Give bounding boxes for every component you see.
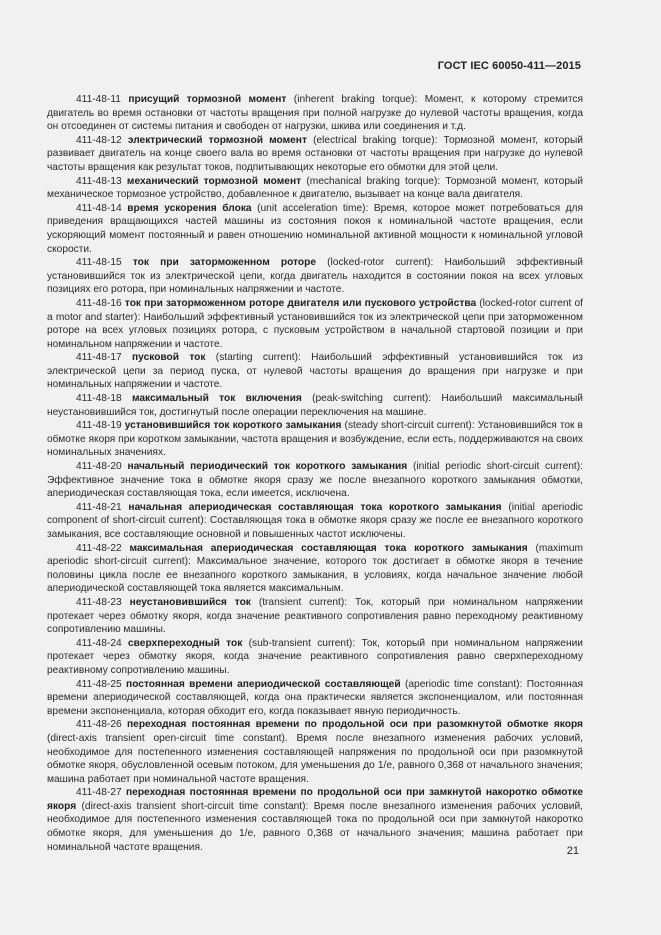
entry-definition: : Составляющая тока в обмотке якоря сразу же после ее внезапного короткого замыкания, все составляющие основной и повышенных частот исключены. (47, 515, 583, 540)
entry-term: максимальная апериодическая составляющая тока короткого замыкания (129, 542, 528, 554)
entry-definition: : Время после внезапного изменения рабочих условий, необходимое для постепенного изменения составляющей тока по продольной оси при замкнутой накоротко обмотке якоря, для уменьшения до 1/е, равного 0,368 от начального значения; машина работает при номинальной частоте вращения. (47, 800, 583, 853)
entry-number: 411-48-11 (76, 94, 121, 105)
entry-english: (initial periodic short-circuit current) (412, 461, 581, 473)
definition-entry (47, 175, 583, 202)
definition-entry (47, 256, 583, 297)
definition-entry (47, 718, 583, 786)
entry-definition: : Эффективное значение тока в обмотке якоря сразу же после внезапного короткого замыкания обмотки, апериодическая составляющая тока, если имеется, исключена. (47, 461, 583, 500)
entry-english: (sub-transient current) (248, 637, 353, 649)
entry-definition: : Тормозной момент, который развивает двигатель на конце своего вала во время остановки от частоты вращения при нагрузке до нулевой частоты вращения как результат токов, подпитывающих некоторые его обмотки для этой цели. (47, 134, 583, 173)
entry-definition: : Установившийся ток в обмотке якоря при коротком замыкании, частота вращения и возбуждение, если есть, поддерживаются на своих номинальных значениях. (47, 420, 583, 459)
entry-definition: : Момент, к которому стремится двигатель во время остановки от частоты вращения при полной нагрузке до нулевой частоты вращения, когда он отсоединен от системы питания и свободен от нагрузки, шкива или соединения и т.д. (47, 94, 583, 133)
entry-english: (starting current) (215, 352, 298, 364)
entry-term: неустановившийся ток (129, 596, 251, 608)
entry-definition: : Ток, который при номинальном напряжении протекает через обмотку якоря, когда значение реактивного сопротивления равно сверхпереходному реактивному сопротивлению машины. (47, 637, 583, 676)
entry-english: (maximum aperiodic short-circuit current) (47, 542, 584, 568)
entry-english: (aperiodic time constant) (404, 678, 520, 690)
definition-entry (47, 786, 583, 854)
entry-english: (locked-rotor current of a motor and starter) (47, 297, 583, 323)
entry-term: пусковой ток (132, 352, 206, 364)
entry-number: 411-48-13 (76, 175, 122, 187)
entry-number: 411-48-25 (76, 678, 122, 690)
entry-english: (electrical braking torque) (313, 134, 435, 146)
definition-entry (47, 202, 583, 256)
entry-term: механический тормозной момент (126, 175, 302, 187)
entry-definition: : Наибольший максимальный неустановившийся ток, достигнутый после операции переключения на машине. (47, 393, 583, 418)
entry-definition: : Максимальное значение, которого ток достигает в обмотке якоря в течение половины цикла после ее внезапного короткого замыкания, в условиях, когда начальное значение любой апериодической составляющей тока является максимальным. (47, 556, 584, 595)
entry-english: (direct-axis transient short-circuit time constant) (81, 800, 306, 812)
entry-definition: : Наибольший эффективный установившийся ток из электрической цепи за период пуска, от нулевой частоты вращения до вращения при нагрузке и при номинальных напряжении и частоте. (47, 352, 583, 391)
entry-number: 411-48-20 (76, 461, 122, 473)
entry-english: (locked-rotor current) (327, 257, 431, 269)
entry-term: максимальный ток включения (131, 393, 302, 405)
entry-term: ток при заторможенном роторе (132, 257, 317, 269)
entry-term: переходная постоянная времени по продольной оси при замкнутой накоротко обмотке якоря (47, 787, 583, 812)
entry-term: время ускорения блока (127, 202, 252, 214)
definitions-list (47, 93, 583, 854)
entry-definition: . Время после внезапного изменения рабочих условий, необходимое для постепенного изменения составляющей напряжения по продольной оси при разомкнутой обмотке якоря, обусловленной осевым потоком, для уменьшения до 1/е, равного 0,368 от начального значения; машина работает при номинальной частоте вращения. (47, 732, 583, 785)
entry-term: постоянная времени апериодической составляющей (126, 678, 401, 690)
entry-number: 411-48-15 (76, 257, 122, 269)
definition-entry (47, 596, 583, 637)
entry-english: (steady short-circuit current) (344, 420, 472, 432)
entry-number: 411-48-22 (76, 542, 122, 554)
entry-number: 411-48-18 (76, 393, 122, 405)
entry-term: переходная постоянная времени по продольной оси при разомкнутой обмотке якоря (127, 719, 583, 731)
entry-definition: : Ток, который при номинальном напряжении протекает через обмотку якоря, когда значение реактивного сопротивления равно переходному реактивному сопротивлению машины. (47, 596, 583, 636)
entry-english: (initial aperiodic component of short-circuit current) (47, 501, 583, 527)
entry-english: (transient current) (258, 596, 345, 608)
standard-header: ГОСТ IEC 60050-411—2015 (437, 60, 581, 72)
entry-number: 411-48-21 (76, 501, 122, 513)
entry-number: 411-48-19 (76, 420, 122, 432)
entry-english: (mechanical braking torque) (306, 175, 438, 187)
definition-entry (47, 542, 583, 596)
entry-english: (unit acceleration time) (257, 202, 366, 214)
entry-number: 411-48-14 (76, 202, 122, 214)
entry-definition: : Наибольший эффективный установившийся ток из электрической цепи при заторможенном роторе на всех угловых позициях ротора, с пусковым устройством в начальной стартовой позиции и при номинальном напряжении и частоте. (47, 311, 583, 350)
definition-entry (47, 351, 583, 392)
entry-english: (inherent braking torque) (293, 94, 415, 105)
definition-entry (47, 637, 583, 678)
entry-term: ток при заторможенном роторе двигателя или пускового устройства (124, 297, 477, 309)
entry-english: (direct-axis transient open-circuit time constant) (47, 732, 285, 744)
entry-number: 411-48-23 (76, 596, 122, 608)
entry-definition: : Тормозной момент, который механическое тормозное устройство, добавленное к двигателю, вызывает на конце вала двигателя. (47, 175, 584, 201)
entry-english: (peak-switching current) (312, 393, 429, 405)
entry-number: 411-48-12 (76, 134, 122, 146)
definition-entry (47, 419, 583, 460)
entry-term: установившийся ток короткого замыкания (124, 420, 342, 432)
definition-entry (47, 297, 583, 351)
entry-definition: : Время, которое может потребоваться для приведения вращающихся частей машины из состояния покоя к номинальной частоте вращения, если ускоряющий момент постоянный и равен отношению номинальной активной мощности к номинальной угловой скорости. (47, 202, 583, 255)
entry-term: электрический тормозной момент (127, 134, 307, 146)
entry-term: начальная апериодическая составляющая тока короткого замыкания (128, 501, 502, 513)
entry-term: сверхпереходный ток (128, 637, 243, 649)
definition-entry (47, 501, 583, 542)
definition-entry (47, 678, 583, 719)
page-number: 21 (566, 845, 579, 857)
entry-number: 411-48-24 (76, 637, 122, 649)
entry-number: 411-48-27 (76, 787, 122, 799)
definition-entry (47, 392, 583, 419)
entry-term: начальный периодический ток короткого замыкания (127, 461, 408, 473)
entry-number: 411-48-26 (76, 719, 122, 731)
definition-entry (47, 93, 583, 134)
entry-number: 411-48-16 (76, 297, 122, 309)
definition-entry (47, 460, 583, 501)
entry-definition: : Наибольший эффективный установившийся ток из электрической цепи, когда двигатель находится в состоянии покоя на всех угловых позициях его ротора, при номинальных напряжении и частоте. (47, 257, 583, 296)
entry-number: 411-48-17 (76, 352, 122, 364)
entry-term: присущий тормозной момент (128, 94, 287, 105)
definition-entry (47, 134, 583, 175)
entry-definition: : Постоянная времени апериодической составляющей, когда она практически является экспоненциалом, или постоянная времени экспоненциала, которая обходит его, когда показывает явную периодичность. (47, 678, 583, 717)
